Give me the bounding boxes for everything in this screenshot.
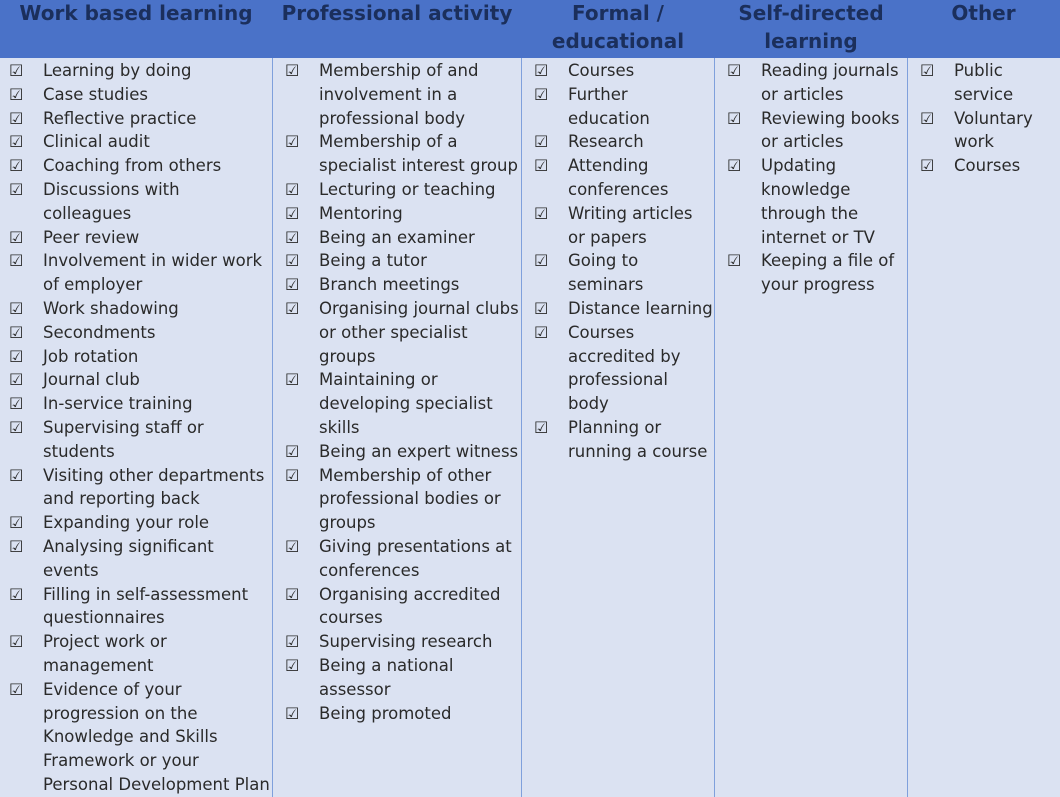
list-item <box>0 107 272 131</box>
checkbox-checked-icon: ☑ <box>285 584 300 604</box>
column-header: Other <box>908 0 1060 58</box>
list-item <box>0 392 272 416</box>
list-item-label: Job rotation <box>43 346 139 366</box>
list-item <box>522 202 714 250</box>
list-item-label: Being an examiner <box>319 227 475 247</box>
list-item-label: Being an expert witness <box>319 441 519 461</box>
list-item <box>0 345 272 369</box>
checkbox-checked-icon: ☑ <box>9 679 24 699</box>
checkbox-checked-icon: ☑ <box>9 584 24 604</box>
list-item-label: Courses <box>954 156 1021 176</box>
list-item <box>715 249 907 297</box>
checkbox-checked-icon: ☑ <box>285 655 300 675</box>
list-item-label: Being a tutor <box>319 251 427 271</box>
list-item-label: Filling in self-assessment questionnaires <box>43 584 249 628</box>
checkbox-checked-icon: ☑ <box>285 132 300 152</box>
column-header: Formal / educational <box>522 0 715 58</box>
checkbox-checked-icon: ☑ <box>285 465 300 485</box>
column-professional-activity <box>273 58 522 797</box>
checkbox-checked-icon: ☑ <box>285 298 300 318</box>
list-item <box>908 154 1060 178</box>
list-item-label: Membership of a specialist interest group <box>319 132 518 176</box>
list-item <box>273 273 521 297</box>
list-item-label: Public service <box>954 61 1014 104</box>
checkbox-checked-icon: ☑ <box>727 61 742 80</box>
list-item-label: Journal club <box>43 370 140 390</box>
list-item-label: Lecturing or teaching <box>319 179 496 199</box>
checkbox-checked-icon: ☑ <box>285 536 300 556</box>
list-item-label: Membership of and involvement in a professional body <box>319 61 479 128</box>
list-item-label: Organising accredited courses <box>319 584 501 628</box>
list-item-label: Reviewing books or articles <box>761 108 900 152</box>
list-item <box>0 368 272 392</box>
list-item <box>0 678 272 797</box>
checkbox-checked-icon: ☑ <box>9 298 24 318</box>
column-header: Self-directed learning <box>715 0 908 58</box>
checkbox-checked-icon: ☑ <box>9 513 24 533</box>
checkbox-checked-icon: ☑ <box>534 298 549 318</box>
list-item <box>273 249 521 273</box>
checkbox-checked-icon: ☑ <box>9 251 24 271</box>
list-item <box>0 416 272 464</box>
list-item-label: Secondments <box>43 322 156 342</box>
list-item <box>715 59 907 107</box>
list-item-label: Going to seminars <box>568 251 644 295</box>
column-work-based-learning <box>0 58 273 797</box>
list-item-label: Maintaining or developing specialist skills <box>319 370 493 437</box>
list-item-label: Keeping a file of your progress <box>761 251 895 295</box>
list-item <box>522 130 714 154</box>
list-item-label: Case studies <box>43 84 148 104</box>
list-item-label: Organising journal clubs or other specialist groups <box>319 298 519 366</box>
list-item <box>0 464 272 512</box>
list-item <box>0 130 272 154</box>
checkbox-checked-icon: ☑ <box>727 156 742 176</box>
list-item-label: Clinical audit <box>43 132 150 152</box>
checkbox-checked-icon: ☑ <box>727 108 742 128</box>
list-item-label: Supervising research <box>319 632 493 652</box>
list-item <box>273 630 521 654</box>
list-item <box>273 583 521 631</box>
list-item-label: Membership of other professional bodies or groups <box>319 465 501 533</box>
list-item-label: Further education <box>568 84 650 128</box>
list-item <box>273 297 521 368</box>
list-item <box>273 440 521 464</box>
list-item-label: Involvement in wider work of employer <box>43 251 263 295</box>
list-item <box>522 83 714 131</box>
list-item <box>273 178 521 202</box>
list-item <box>273 202 521 226</box>
checkbox-checked-icon: ☑ <box>285 227 300 247</box>
list-item <box>908 59 1060 107</box>
list-item-label: Visiting other departments and reporting back <box>43 465 265 509</box>
column-formal-educational <box>522 58 715 797</box>
checkbox-checked-icon: ☑ <box>285 370 300 390</box>
checkbox-checked-icon: ☑ <box>285 441 300 461</box>
checkbox-checked-icon: ☑ <box>920 156 935 176</box>
list-item-label: Being a national assessor <box>319 655 454 699</box>
list-item <box>273 654 521 702</box>
checkbox-checked-icon: ☑ <box>9 394 24 414</box>
list-item <box>0 154 272 178</box>
checkbox-checked-icon: ☑ <box>285 632 300 652</box>
list-item-label: Courses accredited by professional body <box>568 322 681 414</box>
list-item <box>522 321 714 416</box>
list-item <box>273 535 521 583</box>
list-item <box>522 297 714 321</box>
checkbox-checked-icon: ☑ <box>285 203 300 223</box>
checkbox-checked-icon: ☑ <box>285 275 300 295</box>
list-item-label: Being promoted <box>319 703 452 723</box>
checkbox-checked-icon: ☑ <box>920 108 935 128</box>
checkbox-checked-icon: ☑ <box>9 536 24 556</box>
checkbox-checked-icon: ☑ <box>285 61 300 80</box>
list-item <box>273 226 521 250</box>
list-item <box>0 226 272 250</box>
list-item <box>0 249 272 297</box>
checkbox-checked-icon: ☑ <box>9 108 24 128</box>
checkbox-checked-icon: ☑ <box>534 132 549 152</box>
checkbox-checked-icon: ☑ <box>9 465 24 485</box>
list-item-label: Research <box>568 132 644 152</box>
list-item-label: Work shadowing <box>43 298 179 318</box>
column-header: Professional activity <box>273 0 522 58</box>
list-item-label: Distance learning <box>568 298 713 318</box>
list-item <box>0 321 272 345</box>
checkbox-checked-icon: ☑ <box>534 61 549 80</box>
checkbox-checked-icon: ☑ <box>285 179 300 199</box>
checkbox-checked-icon: ☑ <box>9 370 24 390</box>
list-item-label: Reflective practice <box>43 108 197 128</box>
list-item-label: Evidence of your progression on the Knowledge and Skills Framework or your Personal Development Plan <box>43 679 270 794</box>
list-item <box>0 583 272 631</box>
list-item-label: Mentoring <box>319 203 403 223</box>
column-self-directed-learning <box>715 58 908 797</box>
list-item <box>715 154 907 249</box>
checkbox-checked-icon: ☑ <box>534 84 549 104</box>
list-item <box>0 535 272 583</box>
checkbox-checked-icon: ☑ <box>534 251 549 271</box>
checkbox-checked-icon: ☑ <box>285 703 300 723</box>
list-item-label: Voluntary work <box>954 108 1033 152</box>
list-item-label: Peer review <box>43 227 140 247</box>
checkbox-checked-icon: ☑ <box>9 156 24 176</box>
checkbox-checked-icon: ☑ <box>727 251 742 271</box>
list-item <box>273 464 521 535</box>
list-item-label: Courses <box>568 61 635 80</box>
list-item <box>0 297 272 321</box>
checkbox-checked-icon: ☑ <box>9 132 24 152</box>
list-item <box>522 249 714 297</box>
list-item <box>0 83 272 107</box>
checkbox-checked-icon: ☑ <box>9 84 24 104</box>
list-item <box>908 107 1060 155</box>
list-item-label: Discussions with colleagues <box>43 179 180 223</box>
list-item-label: Supervising staff or students <box>43 417 204 461</box>
checkbox-checked-icon: ☑ <box>9 179 24 199</box>
checkbox-checked-icon: ☑ <box>534 156 549 176</box>
checkbox-checked-icon: ☑ <box>9 417 24 437</box>
list-item-label: Reading journals or articles <box>761 61 899 104</box>
checkbox-checked-icon: ☑ <box>285 251 300 271</box>
list-item-label: Planning or running a course <box>568 417 708 461</box>
list-item <box>273 130 521 178</box>
checkbox-checked-icon: ☑ <box>920 61 935 80</box>
checkbox-checked-icon: ☑ <box>534 203 549 223</box>
list-item-label: In-service training <box>43 394 193 414</box>
checkbox-checked-icon: ☑ <box>534 322 549 342</box>
list-item <box>522 416 714 464</box>
column-header: Work based learning <box>0 0 273 58</box>
list-item <box>522 59 714 83</box>
list-item-label: Analysing significant events <box>43 536 214 580</box>
list-item-label: Project work or management <box>43 632 167 675</box>
list-item <box>273 59 521 130</box>
list-item <box>522 154 714 202</box>
checkbox-checked-icon: ☑ <box>9 322 24 342</box>
list-item <box>273 368 521 439</box>
checkbox-checked-icon: ☑ <box>9 227 24 247</box>
list-item-label: Giving presentations at conferences <box>319 536 512 580</box>
checkbox-checked-icon: ☑ <box>534 417 549 437</box>
column-other <box>908 58 1060 797</box>
list-item-label: Learning by doing <box>43 61 192 80</box>
list-item-label: Branch meetings <box>319 275 460 295</box>
checkbox-checked-icon: ☑ <box>9 346 24 366</box>
list-item-label: Writing articles or papers <box>568 203 693 247</box>
list-item <box>0 511 272 535</box>
checkbox-checked-icon: ☑ <box>9 61 24 80</box>
list-item-label: Updating knowledge through the internet or TV <box>761 156 875 247</box>
list-item <box>273 702 521 726</box>
list-item-label: Attending conferences <box>568 156 669 199</box>
checkbox-checked-icon: ☑ <box>9 632 24 652</box>
list-item <box>0 59 272 83</box>
list-item <box>0 178 272 226</box>
list-item <box>715 107 907 155</box>
list-item <box>0 630 272 678</box>
list-item-label: Coaching from others <box>43 156 222 176</box>
list-item-label: Expanding your role <box>43 513 210 533</box>
